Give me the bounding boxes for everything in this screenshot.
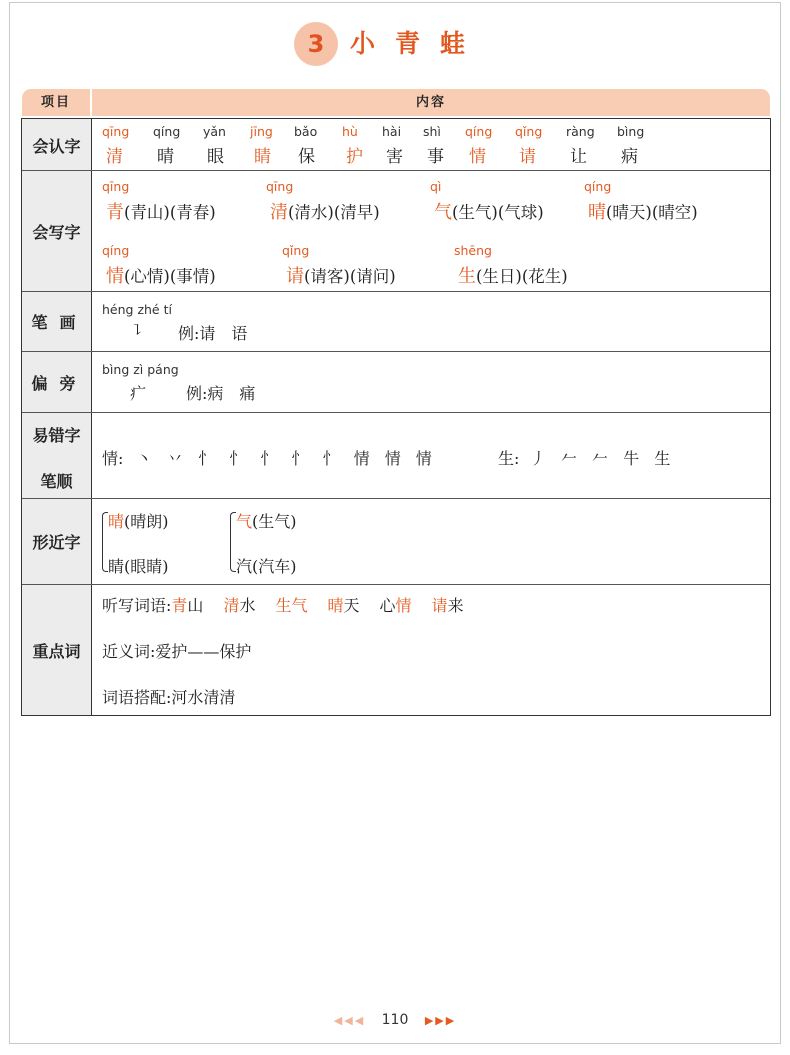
xiezi-entry [588,198,698,224]
row-divider [22,291,770,292]
row-label-zhongdian: 重点词 [32,642,81,661]
tingxie-rest: 山 [187,596,204,615]
tingxie-hl: 清 [223,596,240,615]
renzi-pinyin: bìng [617,124,645,139]
row-label-pianpang: 偏旁 [31,374,88,393]
row-label-bihua: 笔画 [31,313,88,332]
xiezi-pinyin: qǐng [282,243,310,258]
row-divider [22,170,770,171]
renzi-pinyin: bǎo [294,124,318,139]
bihua-pinyin: héng zhé tí [102,302,172,317]
renzi-pinyin: qǐng [515,124,543,139]
tingxie-rest: 来 [447,596,464,615]
xingjin-qi: 气(生气) [236,512,297,531]
label-column [22,119,92,715]
xiezi-words: (生日)(花生) [476,267,568,286]
tingxie-words [171,596,463,615]
row-label-renzi: 会认字 [32,137,81,156]
lesson-number: 3 [294,22,338,66]
xiezi-char: 清 [270,202,288,223]
xiezi-words: (心情)(事情) [124,267,216,286]
prev-arrow-icon: ◀◀◀ [333,1014,366,1027]
renzi-pinyin: qīng [102,124,130,139]
renzi-pinyin: ràng [566,124,595,139]
renzi-char: 睛 [254,147,271,167]
pianpang-example: 例:病 痛 [186,384,256,403]
xiezi-words: (清水)(清早) [288,203,380,222]
renzi-pinyin: qíng [465,124,493,139]
jinyi-line: 近义词:爱护——保护 [102,642,252,661]
page-footer [0,1012,790,1028]
page-number: 110 [381,1012,409,1028]
xiezi-pinyin: qīng [266,179,294,194]
lesson-header [0,22,790,68]
xiezi-entry [270,198,380,224]
xiezi-entry [106,198,216,224]
row-divider [22,584,770,585]
lesson-title: 小青蛙 [350,29,486,58]
tingxie-word [327,596,359,615]
xiezi-entry [458,262,568,288]
tingxie-label: 听写词语: [102,596,172,615]
xiezi-char: 青 [106,202,124,223]
renzi-char: 眼 [207,147,224,167]
tingxie-hl: 晴 [327,596,344,615]
renzi-pinyin: hài [382,124,402,139]
pianpang-radical: 疒 [130,384,147,403]
header-item: 项目 [22,89,90,116]
pianpang-pinyin: bìng zì páng [102,362,179,377]
tingxie-hl: 青 [171,596,188,615]
xiezi-pinyin: qíng [102,243,130,258]
tingxie-word [223,596,255,615]
xiezi-char: 情 [106,266,124,287]
xiezi-char: 生 [458,266,476,287]
xiezi-words: (晴天)(晴空) [606,203,698,222]
xingjin-qing: 晴(晴朗) [108,512,169,531]
lesson-table [21,118,771,716]
renzi-char: 害 [386,147,403,167]
xiezi-char: 晴 [588,202,606,223]
row-divider [22,351,770,352]
bishun-char-qing: 情: [102,449,124,468]
tingxie-hl: 请 [431,596,448,615]
tingxie-hl: 生气 [275,596,308,615]
renzi-char: 清 [106,147,123,167]
row-divider [22,412,770,413]
row-label-xingjin: 形近字 [32,533,81,552]
row-label-xiezi: 会写字 [32,223,81,242]
xiezi-pinyin: qíng [584,179,612,194]
renzi-char: 病 [621,147,638,167]
renzi-pinyin: hù [342,124,358,139]
tingxie-hl: 情 [395,596,412,615]
bishun-char-sheng: 生: [498,449,520,468]
renzi-char: 事 [427,147,444,167]
xiezi-entry [106,262,216,288]
renzi-char: 保 [298,147,315,167]
header-content: 内容 [92,89,770,116]
tingxie-word [275,596,307,615]
xiezi-pinyin: shēng [454,243,492,258]
xiezi-pinyin: qì [430,179,442,194]
renzi-char: 晴 [157,147,174,167]
row-label-yicuo: 易错字 [32,426,81,445]
next-arrow-icon: ▶▶▶ [424,1014,457,1027]
bishun-seq-qing: 丶 丷 忄 忄 忄 忄 忄 情 情 情 [136,449,437,468]
row-label-bishun: 笔顺 [40,472,73,491]
renzi-pinyin: shì [423,124,441,139]
xiezi-pinyin: qīng [102,179,130,194]
xiezi-words: (青山)(青春) [124,203,216,222]
renzi-char: 请 [519,147,536,167]
dapei-line: 词语搭配:河水清清 [102,688,236,707]
xiezi-entry [286,262,396,288]
xingjin-jing: 睛(眼睛) [108,557,169,576]
tingxie-word [171,596,203,615]
bihua-stroke: ㇊ [130,321,146,339]
xiezi-words: (请客)(请问) [304,267,396,286]
row-divider [22,498,770,499]
renzi-char: 情 [469,147,486,167]
tingxie-pre: 心 [379,596,396,615]
renzi-char: 护 [346,147,363,167]
tingxie-rest: 天 [343,596,360,615]
renzi-char: 让 [570,147,587,167]
renzi-pinyin: yǎn [203,124,226,139]
renzi-pinyin: qíng [153,124,181,139]
xiezi-char: 气 [434,202,452,223]
xiezi-char: 请 [286,266,304,287]
tingxie-word [432,596,464,615]
bishun-seq-sheng: 丿 𠂉 𠂉 牛 生 [530,449,676,468]
tingxie-rest: 水 [239,596,256,615]
xiezi-entry [434,198,544,224]
renzi-pinyin: jīng [250,124,273,139]
bihua-example: 例:请 语 [178,324,248,343]
xiezi-words: (生气)(气球) [452,203,544,222]
tingxie-line [102,593,464,616]
xingjin-qiche: 汽(汽车) [236,557,297,576]
tingxie-word [380,596,412,615]
